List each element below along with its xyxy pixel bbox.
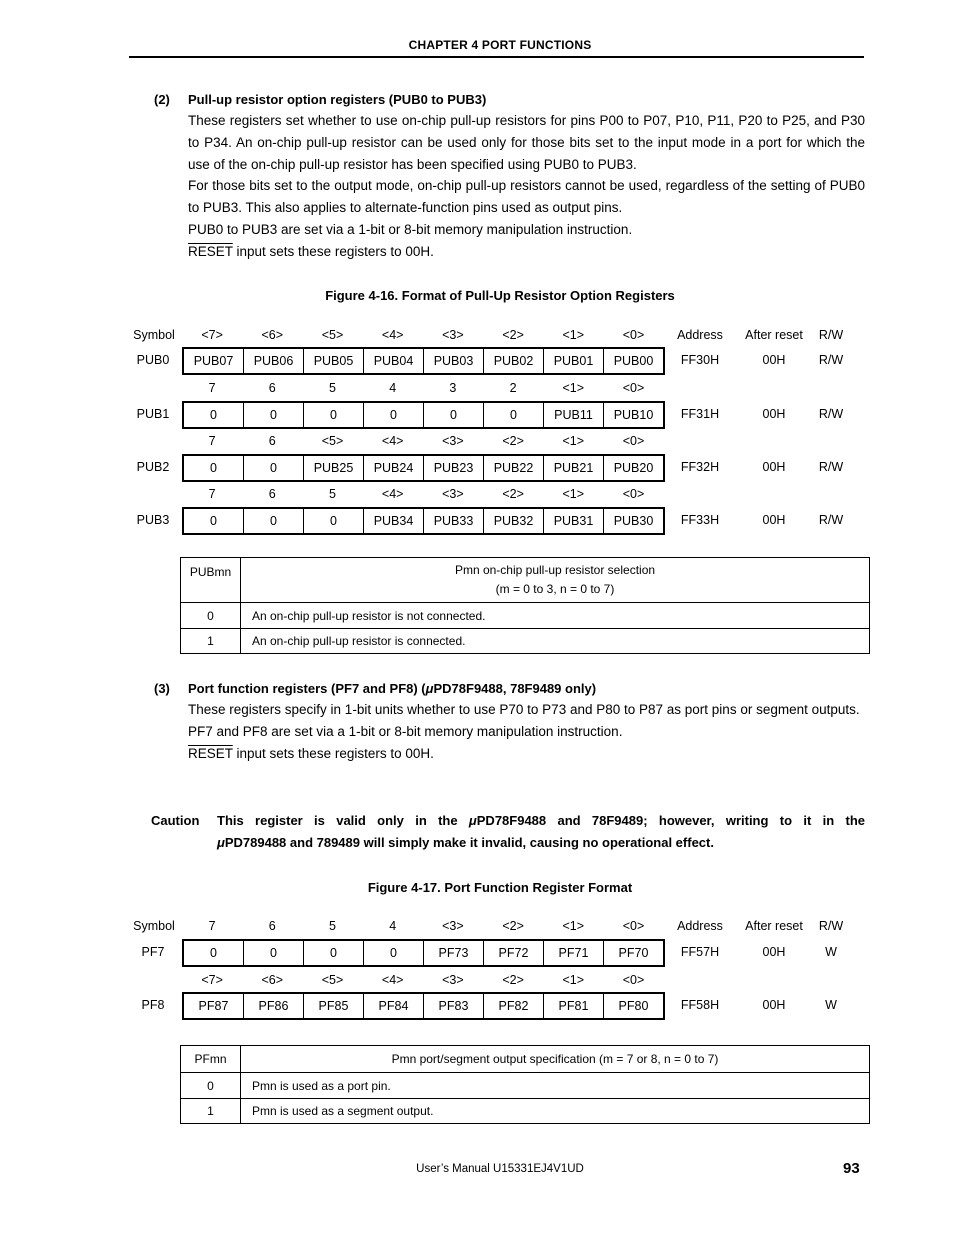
- register-symbol: PUB1: [136, 407, 170, 421]
- legend16-col1-header: PUBmn: [181, 558, 241, 603]
- register-bit-cell: PF73: [424, 940, 484, 966]
- register-address: FF33H: [680, 513, 720, 527]
- register-symbol: PUB2: [136, 460, 170, 474]
- section2-body: [188, 110, 865, 263]
- register-address: FF58H: [680, 998, 720, 1012]
- bit-number-label: <2>: [502, 973, 524, 987]
- register-bit-cell: 0: [364, 940, 424, 966]
- register-bit-cell: PF86: [244, 993, 304, 1019]
- legend16-col2-line1: Pmn on-chip pull-up resistor selection: [454, 563, 656, 577]
- register-bit-cell: PF83: [424, 993, 484, 1019]
- caution-block: [151, 810, 865, 854]
- section3-title: [188, 681, 596, 696]
- bit-number-label: 5: [329, 381, 336, 395]
- section2-number: (2): [154, 92, 170, 107]
- figure17-caption: Figure 4-17. Port Function Register Format: [367, 880, 633, 895]
- section3-title-a: Port function registers (PF7 and PF8) (: [188, 681, 426, 696]
- register-bit-cell: 0: [364, 402, 424, 428]
- rw-header: R/W: [818, 328, 844, 342]
- register-bit-cell: 0: [183, 508, 244, 534]
- bit-number-label: <3>: [442, 487, 464, 501]
- caution-text-c: PD789488 and 789489 will simply make it invalid, causing no operational effect.: [224, 835, 714, 850]
- register-bit-cell: PUB10: [604, 402, 665, 428]
- section2-p3: PUB0 to PUB3 are set via a 1-bit or 8-bit memory manipulation instruction.: [188, 221, 633, 237]
- register-bit-cell: PUB06: [244, 348, 304, 374]
- bit-number-label: <4>: [381, 487, 404, 501]
- bit-number-label: 4: [389, 919, 397, 933]
- register-bit-cell: PUB02: [484, 348, 544, 374]
- reset-signal: RESET: [188, 243, 233, 259]
- register-bit-cell: 0: [304, 508, 364, 534]
- register-address: FF30H: [680, 353, 720, 367]
- register-rw: W: [825, 945, 837, 959]
- register-bit-cell: 0: [183, 455, 244, 481]
- bit-number-label: 5: [329, 919, 336, 933]
- register-bit-cell: 0: [244, 402, 304, 428]
- bit-number-label: <0>: [622, 381, 645, 395]
- mu-symbol: μ: [425, 681, 434, 696]
- register-bit-table: [182, 939, 665, 967]
- register-bit-cell: PUB21: [544, 455, 604, 481]
- section2-p1: These registers set whether to use on-chip pull-up resistors for pins P00 to P07, P10, P11, P20 to P25, and P30 to P34. An on-chip pull-up resistor can be used only for those bits set to the input mode in a port for which the use of the on-chip pull-up resistor has been specified using PUB0 to PUB3.: [188, 113, 865, 172]
- footer-manual: User’s Manual U15331EJ4V1UD: [416, 1163, 584, 1175]
- bit-number-label: <0>: [622, 487, 645, 501]
- section3-body: [188, 699, 865, 764]
- legend17-row0-value: 0: [181, 1073, 241, 1099]
- figure16-caption: Figure 4-16. Format of Pull-Up Resistor Option Registers: [325, 288, 675, 303]
- register-bit-cell: PUB25: [304, 455, 364, 481]
- register-bit-cell: PF81: [544, 993, 604, 1019]
- section3-number: (3): [154, 681, 170, 696]
- bit-number-label: <6>: [261, 973, 284, 987]
- register-reset-value: 00H: [762, 460, 786, 474]
- legend17-row0-text: Pmn is used as a port pin.: [241, 1073, 870, 1099]
- register-bit-cell: 0: [244, 940, 304, 966]
- section3-p2: PF7 and PF8 are set via a 1-bit or 8-bit memory manipulation instruction.: [188, 723, 623, 739]
- register-symbol: PF7: [141, 945, 165, 959]
- register-bit-cell: 0: [304, 402, 364, 428]
- bit-number-label: <1>: [562, 381, 585, 395]
- register-bit-cell: 0: [484, 402, 544, 428]
- register-rw: W: [825, 998, 837, 1012]
- register-bit-cell: PUB04: [364, 348, 424, 374]
- bit-number-label: <5>: [321, 434, 344, 448]
- bit-number-label: <1>: [562, 487, 585, 501]
- register-bit-cell: PUB23: [424, 455, 484, 481]
- section3-p3: [188, 743, 865, 765]
- bit-number-label: <4>: [381, 973, 404, 987]
- register-bit-cell: PUB30: [604, 508, 665, 534]
- bit-number-label: <5>: [321, 973, 344, 987]
- register-bit-cell: PF84: [364, 993, 424, 1019]
- register-bit-cell: PUB20: [604, 455, 665, 481]
- bit-number-label: 7: [208, 434, 216, 448]
- bit-number-label: 6: [268, 919, 276, 933]
- section2-p4: [188, 241, 865, 263]
- bit-number-label: <1>: [562, 434, 585, 448]
- bit-number-label: 3: [449, 381, 457, 395]
- register-bit-cell: 0: [244, 508, 304, 534]
- bit-number-label: <6>: [261, 328, 284, 342]
- address-header: Address: [677, 919, 723, 933]
- bit-number-label: <2>: [502, 487, 524, 501]
- register-rw: R/W: [818, 513, 844, 527]
- bit-number-label: <1>: [562, 973, 585, 987]
- figure16-legend-table: [180, 557, 870, 654]
- reset-signal: RESET: [188, 745, 233, 761]
- register-bit-cell: PF70: [604, 940, 665, 966]
- register-symbol: PF8: [141, 998, 165, 1012]
- bit-number-label: 6: [268, 434, 276, 448]
- caution-text-line1: [217, 810, 865, 832]
- legend16-row1-text: An on-chip pull-up resistor is connected.: [241, 629, 870, 654]
- bit-number-label: 4: [389, 381, 397, 395]
- legend16-row1-value: 1: [181, 629, 241, 654]
- register-reset-value: 00H: [762, 945, 786, 959]
- bit-number-label: <0>: [622, 973, 645, 987]
- register-bit-cell: 0: [304, 940, 364, 966]
- register-symbol: PUB0: [136, 353, 170, 367]
- register-address: FF57H: [680, 945, 720, 959]
- bit-number-label: <3>: [442, 328, 464, 342]
- register-bit-cell: PF85: [304, 993, 364, 1019]
- bit-number-label: <4>: [381, 434, 404, 448]
- figure17-legend-table: [180, 1045, 870, 1124]
- legend16-col2-line2: (m = 0 to 3, n = 0 to 7): [495, 582, 615, 596]
- legend16-row0-text: An on-chip pull-up resistor is not connected.: [241, 603, 870, 629]
- rw-header: R/W: [818, 919, 844, 933]
- register-rw: R/W: [818, 460, 844, 474]
- caution-text-a: This register is valid only in the: [217, 813, 469, 828]
- register-bit-cell: 0: [424, 402, 484, 428]
- register-bit-cell: PUB11: [544, 402, 604, 428]
- register-bit-cell: PF80: [604, 993, 665, 1019]
- symbol-header: Symbol: [133, 919, 175, 933]
- register-bit-cell: PUB22: [484, 455, 544, 481]
- bit-number-label: <3>: [442, 919, 464, 933]
- caution-line2: [151, 832, 865, 854]
- section2-title: Pull-up resistor option registers (PUB0 to PUB3): [188, 92, 487, 107]
- chapter-header: CHAPTER 4 PORT FUNCTIONS: [408, 38, 592, 52]
- symbol-header: Symbol: [133, 328, 175, 342]
- register-bit-cell: PUB32: [484, 508, 544, 534]
- bit-number-label: 6: [268, 487, 276, 501]
- legend17-col1-header: PFmn: [181, 1046, 241, 1073]
- bit-number-label: 2: [509, 381, 517, 395]
- section3-p1: These registers specify in 1-bit units whether to use P70 to P73 and P80 to P87 as port pins or segment outputs.: [188, 702, 860, 717]
- caution-text-b: PD78F9488 and 78F9489; however, writing to it in the: [476, 813, 865, 828]
- register-symbol: PUB3: [136, 513, 170, 527]
- register-reset-value: 00H: [762, 998, 786, 1012]
- page-number: 93: [843, 1160, 860, 1177]
- bit-number-label: <7>: [201, 973, 223, 987]
- bit-number-label: <3>: [442, 434, 464, 448]
- bit-number-label: 7: [208, 487, 216, 501]
- register-bit-table: [182, 454, 665, 482]
- section3-title-b: PD78F9488, 78F9489 only): [433, 681, 597, 696]
- register-bit-table: [182, 992, 665, 1020]
- register-address: FF31H: [680, 407, 720, 421]
- bit-number-label: 7: [208, 381, 216, 395]
- register-address: FF32H: [680, 460, 720, 474]
- register-bit-table: [182, 401, 665, 429]
- bit-number-label: <7>: [201, 328, 223, 342]
- register-bit-table: [182, 347, 665, 375]
- after-reset-header: After reset: [745, 328, 803, 342]
- after-reset-header: After reset: [745, 919, 803, 933]
- register-bit-cell: PUB03: [424, 348, 484, 374]
- register-bit-cell: PUB34: [364, 508, 424, 534]
- legend17-col2-header: Pmn port/segment output specification (m = 7 or 8, n = 0 to 7): [241, 1046, 870, 1073]
- bit-number-label: 5: [329, 487, 336, 501]
- register-rw: R/W: [818, 407, 844, 421]
- caution-line1: [151, 810, 865, 832]
- bit-number-label: <1>: [562, 328, 585, 342]
- legend16-row0-value: 0: [181, 603, 241, 629]
- legend17-row1-value: 1: [181, 1099, 241, 1124]
- register-bit-cell: 0: [183, 940, 244, 966]
- register-bit-cell: PUB00: [604, 348, 665, 374]
- register-bit-cell: PF71: [544, 940, 604, 966]
- bit-number-label: <5>: [321, 328, 344, 342]
- register-rw: R/W: [818, 353, 844, 367]
- bit-number-label: <1>: [562, 919, 585, 933]
- register-bit-cell: 0: [244, 455, 304, 481]
- register-bit-table: [182, 507, 665, 535]
- section3-p3-text: input sets these registers to 00H.: [232, 745, 434, 761]
- bit-number-label: <4>: [381, 328, 404, 342]
- register-bit-cell: PUB05: [304, 348, 364, 374]
- header-rule: [129, 56, 864, 58]
- bit-number-label: <2>: [502, 919, 524, 933]
- register-bit-cell: 0: [183, 402, 244, 428]
- register-bit-cell: PUB31: [544, 508, 604, 534]
- register-reset-value: 00H: [762, 407, 786, 421]
- bit-number-label: <3>: [442, 973, 464, 987]
- bit-number-label: <2>: [502, 328, 524, 342]
- bit-number-label: <0>: [622, 919, 645, 933]
- caution-label: Caution: [151, 813, 200, 828]
- bit-number-label: <2>: [502, 434, 524, 448]
- register-bit-cell: PUB33: [424, 508, 484, 534]
- legend16-col2-header: [241, 558, 870, 603]
- register-bit-cell: PUB24: [364, 455, 424, 481]
- bit-number-label: <0>: [622, 434, 645, 448]
- bit-number-label: <0>: [622, 328, 645, 342]
- register-reset-value: 00H: [762, 513, 786, 527]
- mu-symbol: μ: [217, 835, 225, 850]
- bit-number-label: 7: [208, 919, 216, 933]
- mu-symbol: μ: [468, 813, 477, 828]
- section2-p4-text: input sets these registers to 00H.: [232, 243, 434, 259]
- register-bit-cell: PF82: [484, 993, 544, 1019]
- register-bit-cell: PUB07: [183, 348, 244, 374]
- legend17-row1-text: Pmn is used as a segment output.: [241, 1099, 870, 1124]
- register-bit-cell: PF72: [484, 940, 544, 966]
- register-reset-value: 00H: [762, 353, 786, 367]
- bit-number-label: 6: [268, 381, 276, 395]
- register-bit-cell: PUB01: [544, 348, 604, 374]
- section2-p2: For those bits set to the output mode, on-chip pull-up resistors cannot be used, regardless of the setting of PUB0 to PUB3. This also applies to alternate-function pins used as output pins.: [188, 178, 865, 216]
- address-header: Address: [677, 328, 723, 342]
- register-bit-cell: PF87: [183, 993, 244, 1019]
